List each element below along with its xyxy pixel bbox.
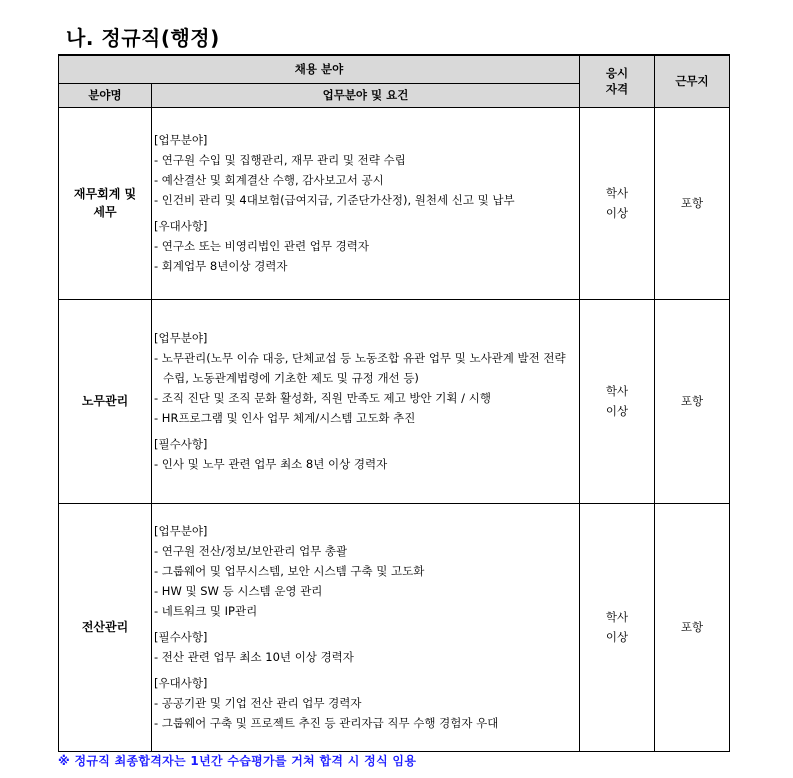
table-row <box>59 503 730 751</box>
duty-section <box>154 627 575 667</box>
duty-section <box>154 130 575 210</box>
section-heading: [필수사항] <box>154 437 208 451</box>
duty-line: - 공공기관 및 기업 전산 관리 업무 경력자 <box>154 696 362 710</box>
qualification-line: 학사 <box>605 186 629 200</box>
qualification-cell <box>580 107 655 299</box>
duty-line: - 그룹웨어 구축 및 프로젝트 추진 등 관리자급 직무 수행 경험자 우대 <box>154 716 499 730</box>
section-heading: [업무분야] <box>154 133 208 147</box>
location-cell: 포항 <box>655 299 730 503</box>
duty-line: - 조직 진단 및 조직 문화 활성화, 직원 만족도 제고 방안 기획 / 시행 <box>154 391 491 405</box>
duty-cell <box>152 503 580 751</box>
duty-cell <box>152 299 580 503</box>
qualification-line: 이상 <box>605 206 629 220</box>
header-qualification <box>580 55 655 107</box>
duty-line: 수립, 노동관계법령에 기초한 제도 및 규정 개선 등) <box>163 371 419 385</box>
field-name-cell <box>59 299 152 503</box>
section-title: 나. 정규직(행정) <box>66 26 220 50</box>
qualification-cell <box>580 503 655 751</box>
section-heading: [우대사항] <box>154 676 208 690</box>
section-heading: [업무분야] <box>154 524 208 538</box>
duty-section <box>154 434 575 474</box>
field-name-cell <box>59 107 152 299</box>
section-heading: [필수사항] <box>154 630 208 644</box>
table-row <box>59 299 730 503</box>
recruitment-table <box>58 54 730 752</box>
qualification-line: 이상 <box>605 404 629 418</box>
qualification-line: 학사 <box>605 384 629 398</box>
duty-line: - 그룹웨어 및 업무시스템, 보안 시스템 구축 및 고도화 <box>154 564 425 578</box>
location-cell: 포항 <box>655 107 730 299</box>
field-name-line: 세무 <box>93 205 117 219</box>
duty-line: - 네트워크 및 IP관리 <box>154 604 258 618</box>
duty-line: - 연구원 수입 및 집행관리, 재무 관리 및 전략 수립 <box>154 153 406 167</box>
footer-note: ※ 정규직 최종합격자는 1년간 수습평가를 거쳐 합격 시 정식 임용 <box>58 754 417 768</box>
duty-line: - 인사 및 노무 관련 업무 최소 8년 이상 경력자 <box>154 457 388 471</box>
duty-section <box>154 216 575 276</box>
qualification-line: 학사 <box>605 610 629 624</box>
header-location: 근무지 <box>655 55 730 107</box>
duty-line: - 전산 관련 업무 최소 10년 이상 경력자 <box>154 650 354 664</box>
table-row <box>59 107 730 299</box>
field-name-line: 전산관리 <box>81 620 129 634</box>
qualification-cell <box>580 299 655 503</box>
section-heading: [업무분야] <box>154 331 208 345</box>
header-qual-line-2: 자격 <box>605 82 629 97</box>
duty-line: - HW 및 SW 등 시스템 운영 관리 <box>154 584 323 598</box>
duty-line: - 연구소 또는 비영리법인 관련 업무 경력자 <box>154 239 369 253</box>
duty-line: - 연구원 전산/정보/보안관리 업무 총괄 <box>154 544 348 558</box>
duty-section <box>154 673 575 733</box>
field-name-cell <box>59 503 152 751</box>
field-name-line: 노무관리 <box>81 394 129 408</box>
qualification-line: 이상 <box>605 630 629 644</box>
duty-line: - HR프로그램 및 인사 업무 체계/시스템 고도화 추진 <box>154 411 416 425</box>
header-recruit-field: 채용 분야 <box>59 55 580 83</box>
header-qual-line-1: 응시 <box>605 66 629 81</box>
field-name-line: 재무회계 및 <box>73 187 137 201</box>
section-heading: [우대사항] <box>154 219 208 233</box>
duty-section <box>154 328 575 428</box>
duty-line: - 회계업무 8년이상 경력자 <box>154 259 288 273</box>
duty-line: - 노무관리(노무 이슈 대응, 단체교섭 등 노동조합 유관 업무 및 노사관계 발전 전략 <box>154 351 566 365</box>
duty-cell <box>152 107 580 299</box>
header-duty-requirements: 업무분야 및 요건 <box>152 83 580 107</box>
header-field-name: 분야명 <box>59 83 152 107</box>
duty-line: - 인건비 관리 및 4대보험(급여지급, 기준단가산정), 원천세 신고 및 납부 <box>154 193 515 207</box>
duty-section <box>154 521 575 621</box>
location-cell: 포항 <box>655 503 730 751</box>
duty-line: - 예산결산 및 회계결산 수행, 감사보고서 공시 <box>154 173 384 187</box>
